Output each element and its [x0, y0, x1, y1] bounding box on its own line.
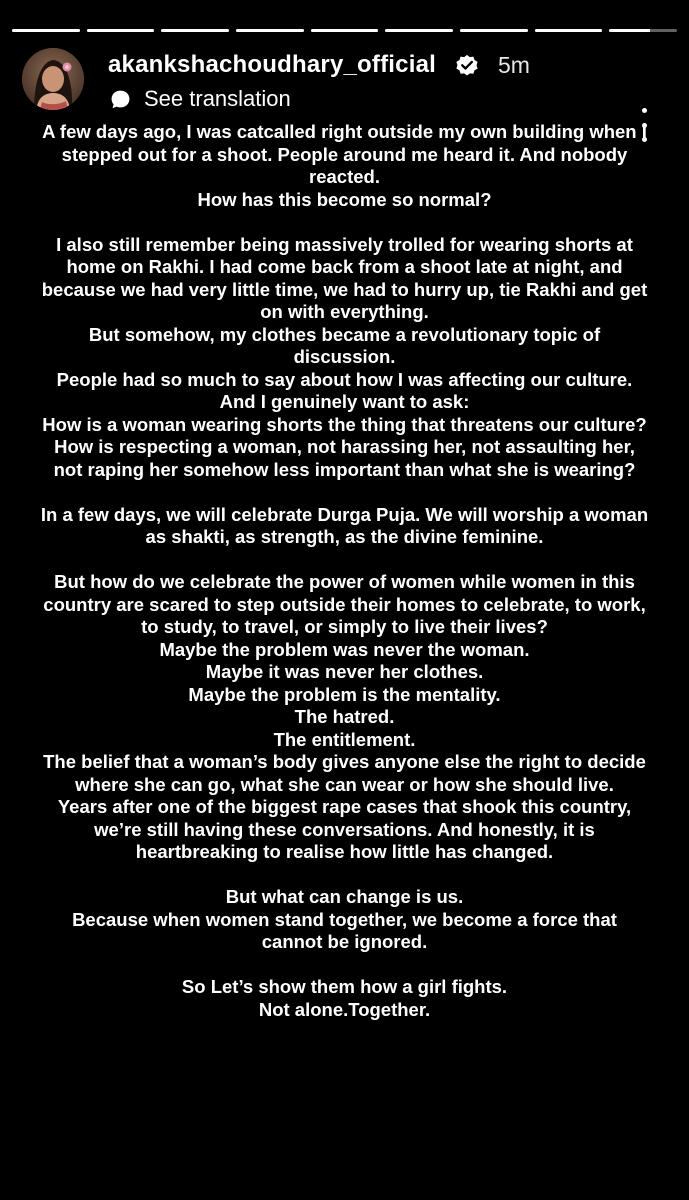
story-progress-fill	[311, 29, 379, 32]
see-translation-link[interactable]	[108, 85, 291, 113]
story-progress-fill	[12, 29, 80, 32]
story-progress-segment	[161, 29, 229, 32]
story-progress-fill	[236, 29, 304, 32]
speech-bubble-icon	[110, 89, 131, 110]
story-progress-fill	[87, 29, 155, 32]
story-progress-fill	[161, 29, 229, 32]
username-row	[108, 50, 530, 80]
story-paragraph: But how do we celebrate the power of women while women in this country are scared to step outside their homes to celebrate, to work, to study, to travel, or simply to live their lives? Maybe the problem was never the woman. Maybe it was never her clothes. Maybe the problem is the mentality. The hatred. The entitlement. The belief that a woman’s body gives anyone else the right to decide where she can go, what she can wear or how she should live. Years after one of the biggest rape cases that shook this country, we’re still having these conversations. And honestly, it is heartbreaking to realise how little has changed.	[43, 571, 646, 862]
story-progress-fill	[460, 29, 528, 32]
story-progress-segment	[535, 29, 603, 32]
username[interactable]: akankshachoudhary_official	[108, 51, 436, 78]
avatar[interactable]	[22, 48, 84, 110]
story-progress-fill	[609, 29, 650, 32]
profile-photo	[22, 48, 84, 110]
story-progress-bars	[12, 29, 677, 32]
story-progress-segment	[311, 29, 379, 32]
story-text	[40, 121, 649, 1021]
story-paragraph: So Let’s show them how a girl fights. Not alone.Together.	[181, 976, 508, 1020]
story-progress-fill	[385, 29, 453, 32]
story-paragraph: In a few days, we will celebrate Durga Puja. We will worship a woman as shakti, as strength, as the divine feminine.	[40, 503, 649, 547]
story-progress-segment	[12, 29, 80, 32]
see-translation-label: See translation	[144, 86, 291, 111]
story-header	[22, 48, 669, 112]
story-progress-segment	[236, 29, 304, 32]
story-paragraph: A few days ago, I was catcalled right outside my own building when I stepped out for a shoot. People around me heard it. And nobody reacted. How has this become so normal?	[42, 121, 647, 210]
story-progress-segment	[87, 29, 155, 32]
story-progress-fill	[535, 29, 603, 32]
story-paragraph: But what can change is us. Because when women stand together, we become a force that cannot be ignored.	[72, 886, 617, 952]
timestamp: 5m	[497, 51, 530, 78]
story-progress-segment	[460, 29, 528, 32]
verified-badge-icon	[454, 52, 480, 78]
story-progress-segment	[609, 29, 677, 32]
story-paragraph: I also still remember being massively trolled for wearing shorts at home on Rakhi. I had come back from a shoot late at night, and because we had very little time, we had to hurry up, tie Rakhi and get on with everything. But somehow, my clothes became a revolutionary topic of discussion. People had so much to say about how I was affecting our culture. And I genuinely want to ask: How is a woman wearing shorts the thing that threatens our culture? How is respecting a woman, not harassing her, not assaulting her, not raping her somehow less important than what she is wearing?	[41, 233, 648, 480]
story-progress-segment	[385, 29, 453, 32]
